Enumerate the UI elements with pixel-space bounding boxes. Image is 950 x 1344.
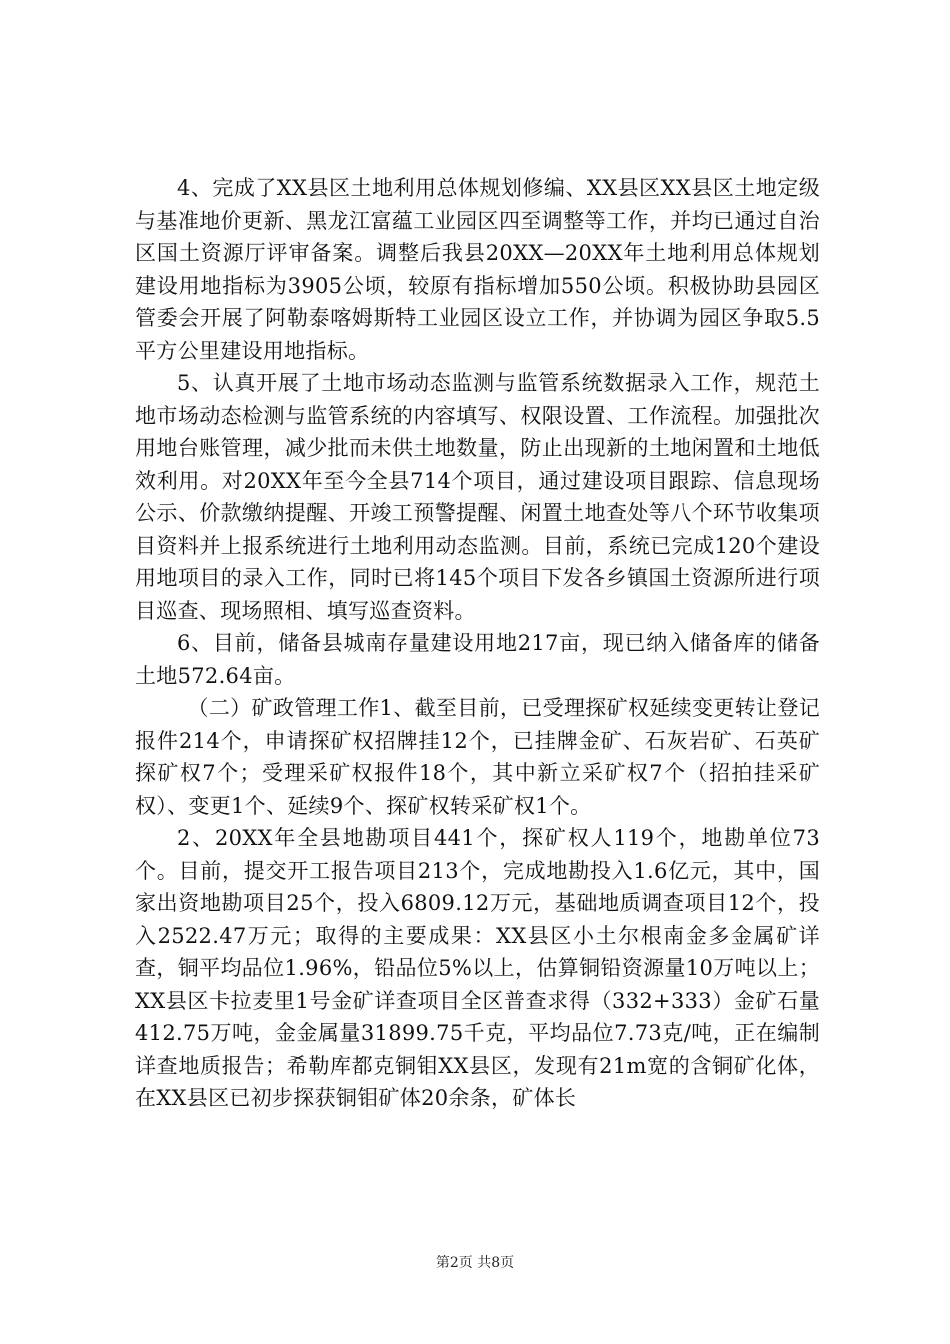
paragraph-geological-survey: 2、20XX年全县地勘项目441个，探矿权人119个，地勘单位73个。目前，提交开工报告项目213个，完成地勘投入1.6亿元，其中，国家出资地勘项目25个，投入6809.12万元，基础地质调查项目12个，投入2522.47万元；取得的主要成果：XX县区小土尔根南金多金属矿详查，铜平均品位1.96%，铅品位5%以上，估算铜铅资源量10万吨以上；XX县区卡拉麦里1号金矿详查项目全区普查求得（332+333）金矿石量412.75万吨，金金属量31899.75千克，平均品位7.73克/吨，正在编制详查地质报告；希勒库都克铜钼XX县区，发现有21m宽的含铜矿化体，在XX县区已初步探获铜钼矿体20余条，矿体长 xyxy=(135,826,820,1110)
paragraph-mining-management: （二）矿政管理工作1、截至目前，已受理探矿权延续变更转让登记报件214个，申请探矿权招牌挂12个，已挂牌金矿、石灰岩矿、石英矿探矿权7个；受理采矿权报件18个，其中新立采矿权7个（招拍挂采矿权）、变更1个、延续9个、探矿权转采矿权1个。 xyxy=(135,696,820,818)
document-body xyxy=(135,172,820,1115)
paragraph-land-reserve: 6、目前，储备县城南存量建设用地217亩，现已纳入储备库的储备土地572.64亩。 xyxy=(135,631,820,688)
page-number-footer: 第2页 共8页 xyxy=(435,1255,515,1271)
paragraph-land-monitoring: 5、认真开展了土地市场动态监测与监管系统数据录入工作，规范土地市场动态检测与监管系统的内容填写、权限设置、工作流程。加强批次用地台账管理，减少批而未供土地数量，防止出现新的土地闲置和土地低效利用。对20XX年至今全县714个项目，通过建设项目跟踪、信息现场公示、价款缴纳提醒、开竣工预警提醒、闲置土地查处等八个环节收集项目资料并上报系统进行土地利用动态监测。目前，系统已完成120个建设用地项目的录入工作，同时已将145个项目下发各乡镇国土资源所进行项目巡查、现场照相、填写巡查资料。 xyxy=(135,371,820,623)
paragraph-land-planning: 4、完成了XX县区土地利用总体规划修编、XX县区XX县区土地定级与基准地价更新、黑龙江富蕴工业园区四至调整等工作，并均已通过自治区国土资源厅评审备案。调整后我县20XX—20XX年土地利用总体规划建设用地指标为3905公顷，较原有指标增加550公顷。积极协助县园区管委会开展了阿勒泰喀姆斯特工业园区设立工作，并协调为园区争取5.5平方公里建设用地指标。 xyxy=(135,176,820,363)
